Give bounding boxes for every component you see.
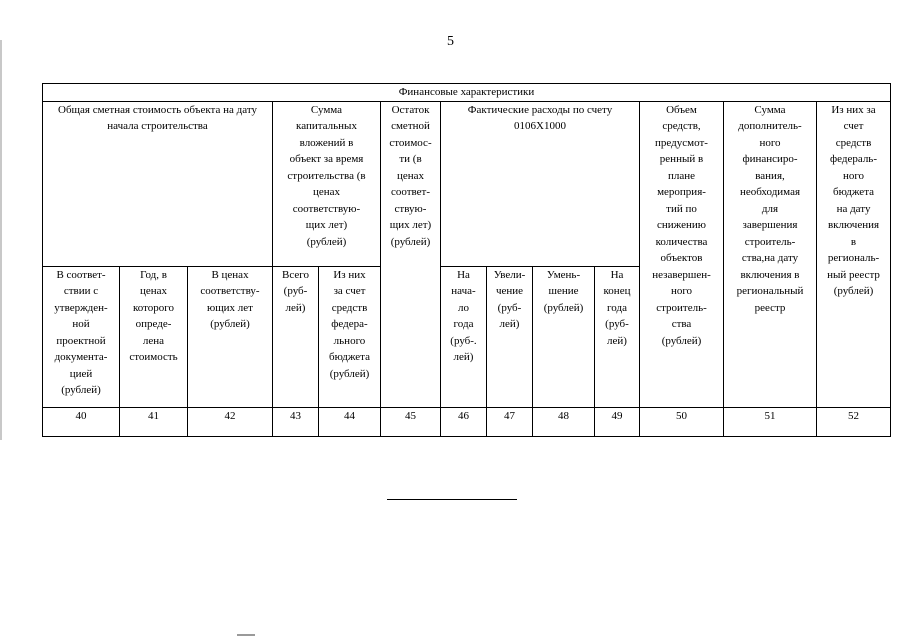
financial-characteristics-table bbox=[42, 83, 891, 437]
column-number: 48 bbox=[533, 407, 595, 436]
subheader-start-of-year: На нача- ло года (руб-. лей) bbox=[441, 266, 487, 407]
header-additional-financing: Сумма дополнитель- ного финансиро- вания, необходимая для завершения строитель- ства,на дату включения в региональный реестр bbox=[724, 101, 817, 407]
header-funds-volume: Объем средств, предусмот- ренный в плане мероприя- тий по снижению количества объектов незавершен- ного строитель- ства (рублей) bbox=[640, 101, 724, 407]
subheader-end-of-year: На конец года (руб- лей) bbox=[595, 266, 640, 407]
page-number: 5 bbox=[447, 34, 454, 49]
column-number: 51 bbox=[724, 407, 817, 436]
scan-mark bbox=[237, 634, 255, 636]
column-number: 50 bbox=[640, 407, 724, 436]
header-actual-expenses: Фактические расходы по счету 0106Х1000 bbox=[441, 101, 640, 266]
column-number: 47 bbox=[487, 407, 533, 436]
column-number: 41 bbox=[120, 407, 188, 436]
subheader-per-approved-docs: В соответ- ствии с утвержден- ной проектной документа- цией (рублей) bbox=[43, 266, 120, 407]
subheader-price-year: Год, в ценах которого опреде- лена стоимость bbox=[120, 266, 188, 407]
subheader-decrease: Умень- шение (рублей) bbox=[533, 266, 595, 407]
subheader-current-prices: В ценах соответству- ющих лет (рублей) bbox=[188, 266, 273, 407]
column-number: 52 bbox=[817, 407, 891, 436]
subheader-increase: Увели- чение (руб- лей) bbox=[487, 266, 533, 407]
subheader-federal-budget: Из них за счет средств федера- льного бюджета (рублей) bbox=[319, 266, 381, 407]
subheader-total: Всего (руб- лей) bbox=[273, 266, 319, 407]
column-number: 43 bbox=[273, 407, 319, 436]
header-capital-sum: Сумма капитальных вложений в объект за время строительства (в ценах соответствую- щих лет) (рублей) bbox=[273, 101, 381, 266]
header-remainder: Остаток сметной стоимос- ти (в ценах соответ- ствую- щих лет) (рублей) bbox=[381, 101, 441, 407]
column-number: 49 bbox=[595, 407, 640, 436]
footnote-separator bbox=[387, 499, 517, 500]
column-number: 46 bbox=[441, 407, 487, 436]
header-federal-share: Из них за счет средств федераль- ного бюджета на дату включения в региональ- ный реестр (рублей) bbox=[817, 101, 891, 407]
table-title: Финансовые характеристики bbox=[43, 84, 891, 102]
column-number: 40 bbox=[43, 407, 120, 436]
column-number: 44 bbox=[319, 407, 381, 436]
header-estimate-total: Общая сметная стоимость объекта на дату начала строительства bbox=[43, 101, 273, 266]
column-number: 42 bbox=[188, 407, 273, 436]
margin-line bbox=[0, 40, 2, 440]
column-number: 45 bbox=[381, 407, 441, 436]
